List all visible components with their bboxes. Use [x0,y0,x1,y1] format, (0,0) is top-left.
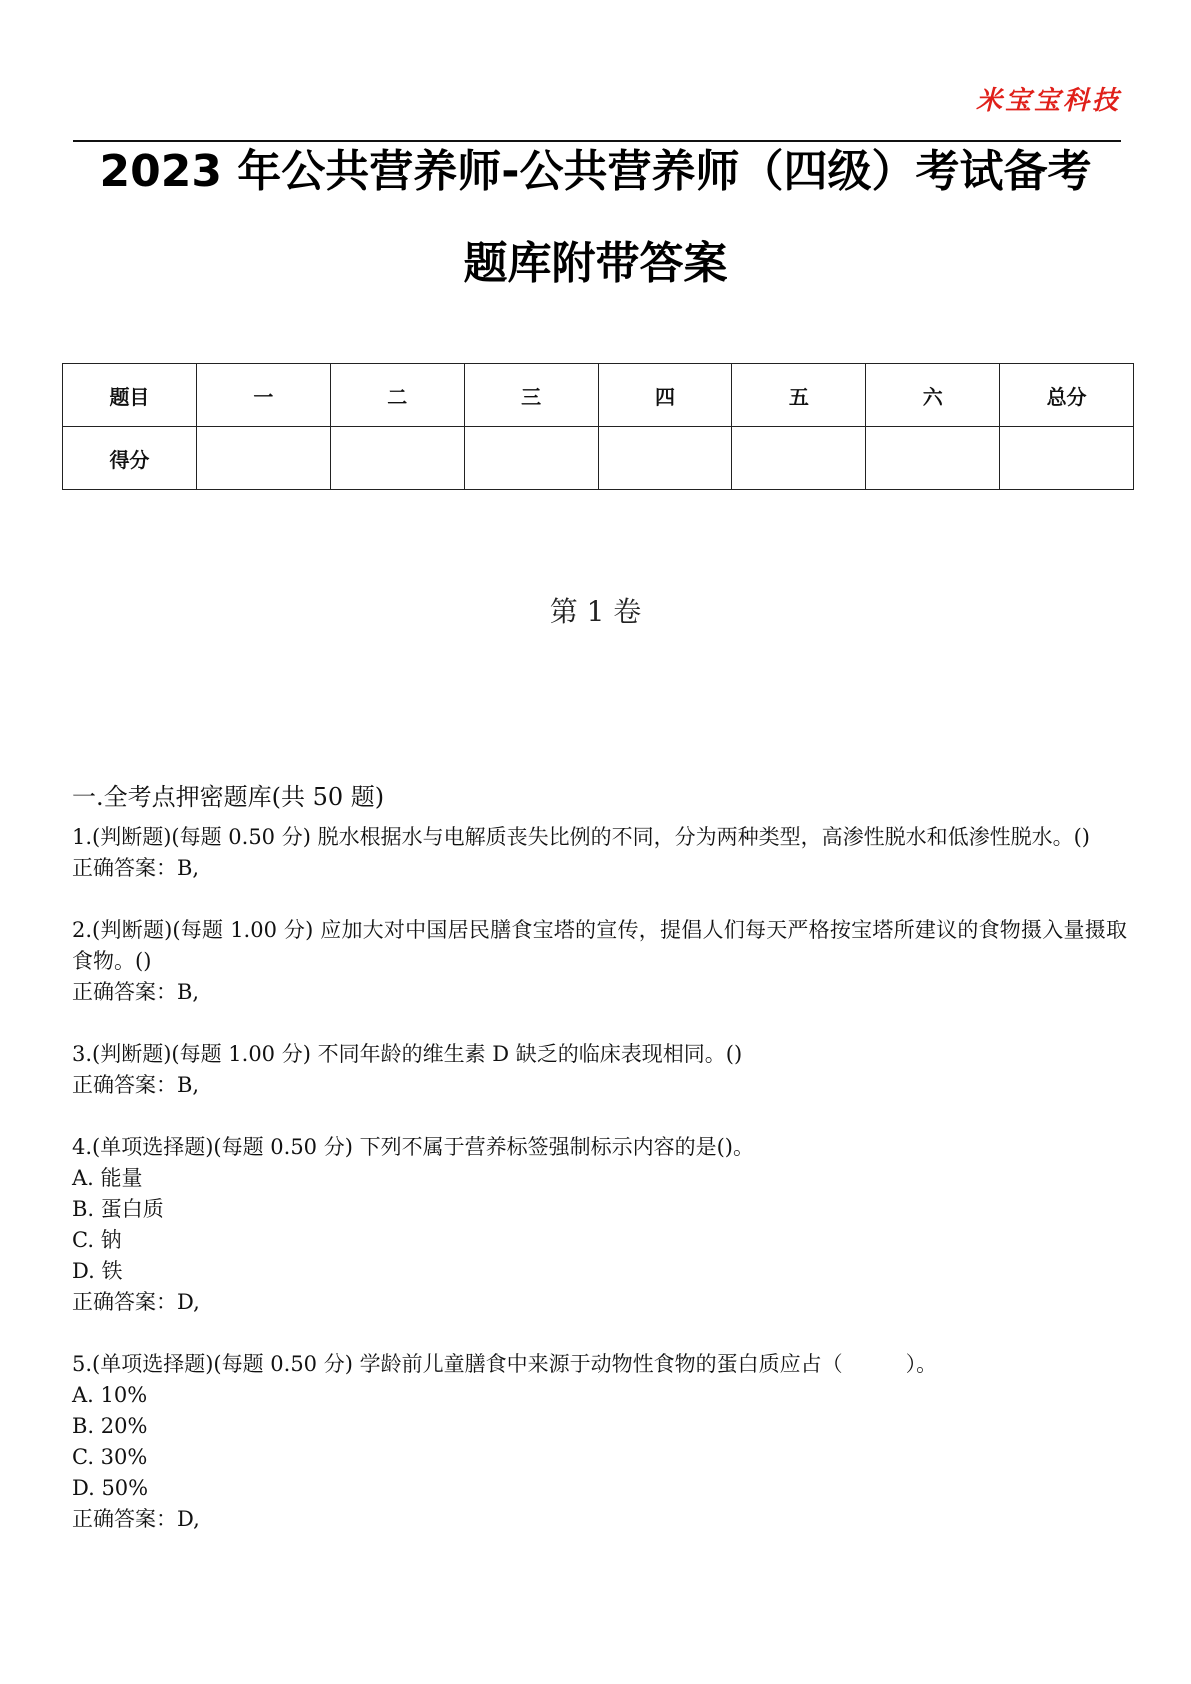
score-empty-cell [330,427,464,490]
answer-text: 正确答案：B, [72,1073,200,1097]
answer-text: 正确答案：D, [72,1290,200,1314]
volume-heading: 第 1 卷 [549,595,642,628]
document-title-line2: 题库附带答案 [463,238,728,289]
score-table-score-row [63,427,1134,490]
score-empty-cell [866,427,1000,490]
question-item [72,1039,1127,1101]
question-text: 1.(判断题)(每题 0.50 分) 脱水根据水与电解质丧失比例的不同，分为两种类型，高渗性脱水和低渗性脱水。() [72,825,1090,849]
answer-text: 正确答案：D, [72,1507,200,1531]
score-header-cell: 二 [330,364,464,427]
question-text: 4.(单项选择题)(每题 0.50 分) 下列不属于营养标签强制标示内容的是()。 [72,1135,754,1159]
score-row-label: 得分 [63,427,197,490]
score-empty-cell [598,427,732,490]
option-text: D. 50% [72,1476,149,1500]
score-header-cell: 四 [598,364,732,427]
score-header-cell: 五 [732,364,866,427]
score-header-cell: 题目 [63,364,197,427]
document-title-line1: 2023 年公共营养师-公共营养师（四级）考试备考 [99,146,1092,197]
answer-text: 正确答案：B, [72,856,200,880]
score-empty-cell [1000,427,1134,490]
option-text: A. 10% [72,1383,148,1407]
option-text: C. 钠 [72,1228,122,1252]
option-text: B. 蛋白质 [72,1197,164,1221]
question-item [72,1132,1127,1318]
score-empty-cell [732,427,866,490]
option-text: D. 铁 [72,1259,123,1283]
option-text: B. 20% [72,1414,148,1438]
score-empty-cell [464,427,598,490]
score-table-header-row [63,364,1134,427]
score-table [62,363,1134,490]
score-header-cell: 六 [866,364,1000,427]
question-text: 5.(单项选择题)(每题 0.50 分) 学龄前儿童膳食中来源于动物性食物的蛋白质应占（ ）。 [72,1352,938,1376]
question-text: 2.(判断题)(每题 1.00 分) 应加大对中国居民膳食宝塔的宣传，提倡人们每天严格按宝塔所建议的食物摄入量摄取食物。() [72,918,1127,973]
score-header-cell: 一 [196,364,330,427]
question-item [72,915,1127,1008]
question-item [72,1349,1127,1535]
header-rule [73,140,1121,142]
answer-text: 正确答案：B, [72,980,200,1004]
brand-logo-text: 米宝宝科技 [975,86,1121,116]
score-empty-cell [196,427,330,490]
question-text: 3.(判断题)(每题 1.00 分) 不同年龄的维生素 D 缺乏的临床表现相同。() [72,1042,743,1066]
option-text: A. 能量 [72,1166,143,1190]
question-item [72,822,1127,884]
score-header-cell: 三 [464,364,598,427]
option-text: C. 30% [72,1445,148,1469]
score-header-cell: 总分 [1000,364,1134,427]
question-list [72,780,1127,1566]
section-title: 一.全考点押密题库(共 50 题) [72,783,385,811]
